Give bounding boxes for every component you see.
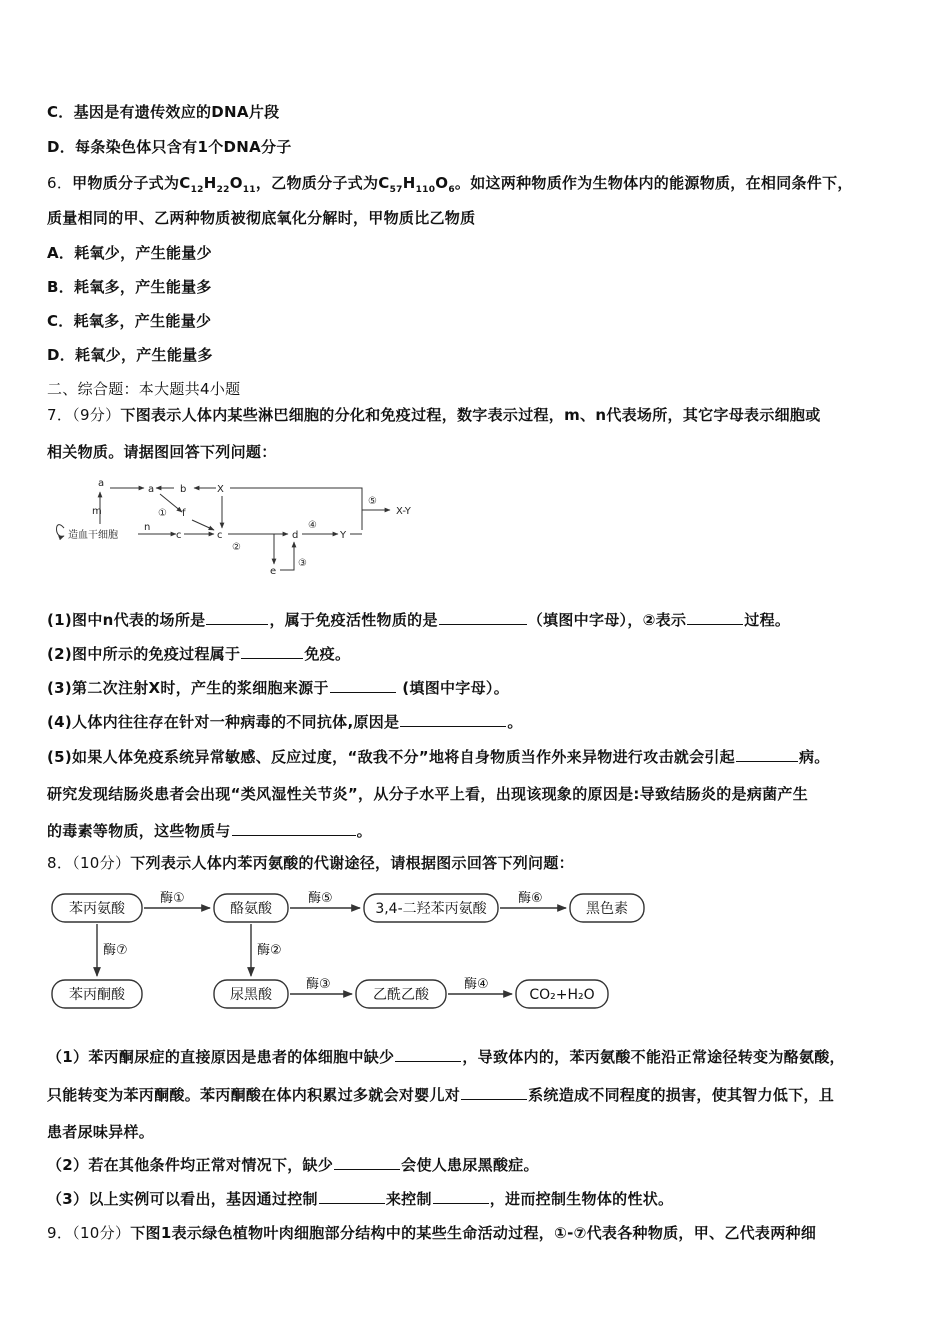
q7-part4: (4)人体内往往存在针对一种病毒的不同抗体,原因是 。 — [47, 713, 523, 731]
node-tyrosine: 酪氨酸 — [230, 901, 272, 917]
q7-stem-line2: 相关物质。请据图回答下列问题： — [47, 443, 277, 461]
q7-blank-2[interactable] — [439, 610, 527, 625]
q6-stem-part2: ，乙物质分子式为 — [255, 174, 379, 192]
q9-number: 9． — [47, 1224, 73, 1242]
q7-blank-7[interactable] — [736, 747, 798, 762]
q6-number: 6． — [47, 174, 73, 192]
diagram-e: e — [270, 566, 277, 577]
enzyme-7-label: 酶⑦ — [103, 943, 128, 958]
diagram-stem-cell: 造血干细胞 — [68, 530, 118, 541]
enzyme-3-label: 酶③ — [306, 977, 331, 992]
enzyme-6-label: 酶⑥ — [518, 891, 543, 906]
q6-stem-line1 — [47, 172, 853, 195]
diagram-c-left: c — [176, 530, 182, 541]
q6-option-d: D．耗氧少，产生能量多 — [47, 346, 213, 364]
q8-stem — [47, 852, 574, 873]
enzyme-1-label: 酶① — [160, 891, 185, 906]
q6-stem-line2: 质量相同的甲、乙两种物质被彻底氧化分解时，甲物质比乙物质 — [47, 209, 476, 227]
q8-score: （10分） — [72, 854, 131, 872]
q7-part3: (3)第二次注射X时，产生的浆细胞来源于 (填图中字母）。 — [47, 679, 510, 697]
q8-blank-2[interactable] — [461, 1085, 527, 1100]
q7-part2: (2)图中所示的免疫过程属于 免疫。 — [47, 645, 351, 663]
q7-number: 7． — [47, 406, 73, 424]
diagram-step2: ② — [232, 542, 241, 553]
q7-part5-line3: 的毒素等物质，这些物质与 。 — [47, 822, 372, 840]
diagram-m: m — [92, 506, 102, 517]
q7-score: （9分） — [72, 406, 121, 424]
q6-formula-a: $C_{12}H_{22}O_{11}$ — [179, 174, 256, 195]
diagram-step4: ④ — [308, 520, 317, 531]
q7-blank-1[interactable] — [206, 610, 268, 625]
metabolism-diagram — [50, 884, 650, 1012]
q8-stem-text: 下列表示人体内苯丙氨酸的代谢途径，请根据图示回答下列问题： — [130, 854, 574, 872]
q6-option-b: B．耗氧多，产生能量多 — [47, 278, 212, 296]
diagram-c-mid: c — [217, 530, 223, 541]
q8-part3: （3）以上实例可以看出，基因通过控制 来控制 ，进而控制生物体的性状。 — [47, 1190, 674, 1208]
node-acetoacetate: 乙酰乙酸 — [373, 987, 429, 1003]
q8-part2: （2）若在其他条件均正常对情况下，缺少 会使人患尿黑酸症。 — [47, 1156, 539, 1174]
enzyme-5-label: 酶⑤ — [308, 891, 333, 906]
q6-formula-b: $C_{57}H_{110}O_6$ — [378, 174, 455, 195]
q9-score: （10分） — [72, 1224, 131, 1242]
q7-part1: (1)图中n代表的场所是 ，属于免疫活性物质的是 （填图中字母），②表示 过程。 — [47, 611, 791, 629]
diagram-n: n — [144, 522, 151, 533]
node-phenylpyruvate: 苯丙酮酸 — [69, 987, 125, 1003]
q7-blank-8[interactable] — [232, 821, 356, 836]
q7-stem-line1 — [47, 404, 821, 425]
q9-stem-text: 下图1表示绿色植物叶肉细胞部分结构中的某些生命活动过程，①-⑦代表各种物质，甲、乙代表两种细 — [130, 1224, 817, 1242]
enzyme-4-label: 酶④ — [464, 977, 489, 992]
q8-part1-line2: 只能转变为苯丙酮酸。苯丙酮酸在体内积累过多就会对婴儿对 系统造成不同程度的损害，使其智力低下，且 — [47, 1086, 835, 1104]
q8-number: 8． — [47, 854, 73, 872]
q7-part5-line1: (5)如果人体免疫系统异常敏感、反应过度，“敌我不分”地将自身物质当作外来异物进行攻击就会引起 病。 — [47, 748, 830, 766]
enzyme-2-label: 酶② — [257, 943, 282, 958]
q7-blank-6[interactable] — [400, 712, 506, 727]
node-dopa: 3,4-二羟苯丙氨酸 — [375, 901, 487, 917]
lymphocyte-diagram — [52, 474, 442, 582]
section-heading: 二、综合题：本大题共4小题 — [47, 380, 241, 398]
q6-stem-part1: 甲物质分子式为 — [72, 174, 180, 192]
diagram-d: d — [292, 530, 299, 541]
diagram-step3: ③ — [298, 558, 307, 569]
q5-option-c: C．基因是有遗传效应的DNA片段 — [47, 103, 280, 121]
q8-part1-line3: 患者尿味异样。 — [47, 1123, 155, 1141]
q5-option-d: D．每条染色体只含有1个DNA分子 — [47, 138, 292, 156]
q8-part1-line1: （1）苯丙酮尿症的直接原因是患者的体细胞中缺少 ，导致体内的，苯丙氨酸不能沿正常途径转变为酪氨酸， — [47, 1048, 845, 1066]
diagram-x: X — [217, 484, 224, 495]
diagram-a-left: a — [98, 478, 105, 489]
node-phenylalanine: 苯丙氨酸 — [69, 901, 125, 917]
node-homogentisate: 尿黑酸 — [230, 987, 272, 1003]
q7-blank-4[interactable] — [241, 644, 303, 659]
diagram-b: b — [180, 484, 187, 495]
diagram-y: Y — [340, 530, 347, 541]
diagram-xy: X-Y — [396, 506, 411, 517]
q7-stem-text: 下图表示人体内某些淋巴细胞的分化和免疫过程，数字表示过程，m、n代表场所，其它字母表示细胞或 — [120, 406, 821, 424]
q8-blank-5[interactable] — [433, 1189, 489, 1204]
q7-part5-line2: 研究发现结肠炎患者会出现“类风湿性关节炎”，从分子水平上看，出现该现象的原因是:导致结肠炎的是病菌产生 — [47, 785, 809, 803]
diagram-f: f — [182, 508, 186, 519]
q8-blank-4[interactable] — [319, 1189, 385, 1204]
q7-blank-3[interactable] — [687, 610, 743, 625]
diagram-step1: ① — [158, 508, 167, 519]
q8-blank-3[interactable] — [334, 1155, 400, 1170]
q9-stem — [47, 1222, 816, 1243]
diagram-a-right: a — [148, 484, 155, 495]
node-melanin: 黑色素 — [586, 901, 628, 917]
q8-blank-1[interactable] — [395, 1047, 461, 1062]
q7-blank-5[interactable] — [330, 678, 396, 693]
q6-option-a: A．耗氧少，产生能量少 — [47, 244, 212, 262]
node-co2-h2o: CO₂+H₂O — [529, 987, 595, 1003]
diagram-step5: ⑤ — [368, 496, 377, 507]
q6-stem-part3: 。如这两种物质作为生物体内的能源物质，在相同条件下， — [454, 174, 853, 192]
q6-option-c: C．耗氧多，产生能量少 — [47, 312, 212, 330]
